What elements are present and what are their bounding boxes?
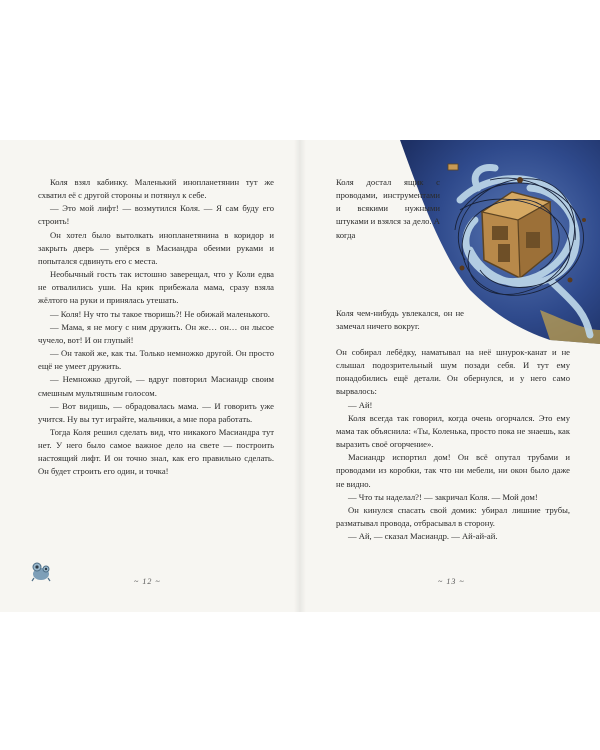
left-page-text [38, 176, 274, 479]
page-number: ~ 13 ~ [438, 577, 465, 586]
paragraph: Коля взял кабинку. Маленький инопланетянин тут же схватил её с другой стороны и потянул к себе. [38, 177, 274, 201]
left-page [0, 140, 300, 612]
book-spread [0, 140, 600, 612]
paragraph: — Мама, я не могу с ним дружить. Он же… он… он лысое чучело, вот! И он глупый! [38, 321, 274, 345]
paragraph: Он кинулся спасать свой домик: убирал лишние трубы, разматывал провода, отбрасывал в сторону. [336, 504, 570, 529]
paragraph: — Вот видишь, — обрадовалась мама. — И говорить уже учится. Ну вы тут играйте, мальчики, а мне пора работать. [38, 400, 274, 424]
paragraph: — Он такой же, как ты. Только немножко другой. Он просто ещё не умеет дружить. [38, 348, 274, 372]
right-page-intro-text: Коля достал ящик с проводами, инструментами и всякими нужными штуками и взялся за дело. А когда [336, 177, 440, 240]
paragraph: Он собирал лебёдку, наматывал на неё шнурок-канат и не слышал подозрительный шум позади себя. И тут ему понадобились ещё детали. Он обернулся, и у него само вырвалось: [336, 347, 570, 397]
paragraph: — Коля! Ну что ты такое творишь?! Не обижай маленького. [50, 308, 270, 319]
paragraph: Масиандр испортил дом! Он всё опутал трубами и проводами из коробки, так что ни мебели, ни окон было даже не видно. [336, 452, 570, 489]
right-page-mid-text: Коля чем-нибудь увлекался, он не замечал ничего вокруг. [336, 308, 464, 332]
paragraph: Коля всегда так говорил, когда очень огорчался. Это ему мама так объяснила: «Ты, Коленька, просто пока не знаешь, как выразить своё огорчение». [336, 412, 570, 450]
paragraph: Он хотел было вытолкать инопланетянина в коридор и закрыть дверь — упёрся в Масиандра обеими руками и попытался сдвинуть его с места. [38, 229, 274, 266]
alien-critter-icon [28, 560, 54, 582]
paragraph: — Что ты наделал?! — закричал Коля. — Мой дом! [348, 491, 538, 502]
right-page [300, 140, 600, 612]
paragraph: Тогда Коля решил сделать вид, что никакого Масиандра тут нет. У него было самое важное дело на свете — построить настоящий лифт. И он точно знал, как его правильно сделать. Он будет строить его один, и точка! [38, 426, 274, 477]
page-number: ~ 12 ~ [134, 577, 161, 586]
paragraph: — Ай! [348, 399, 373, 410]
paragraph: — Ай, — сказал Масиандр. — Ай-ай-ай. [348, 531, 498, 542]
paragraph: — Немножко другой, — вдруг повторил Масиандр своим смешным мультяшным голосом. [38, 374, 274, 398]
paragraph: — Это мой лифт! — возмутился Коля. — Я сам буду его строить! [38, 203, 274, 227]
paragraph: Необычный гость так истошно заверещал, что у Коли едва не отвалились уши. На крик прибежала мама, сразу взяла жёлтого на руки и принялась утешать. [38, 269, 274, 306]
right-page-text [336, 346, 570, 543]
